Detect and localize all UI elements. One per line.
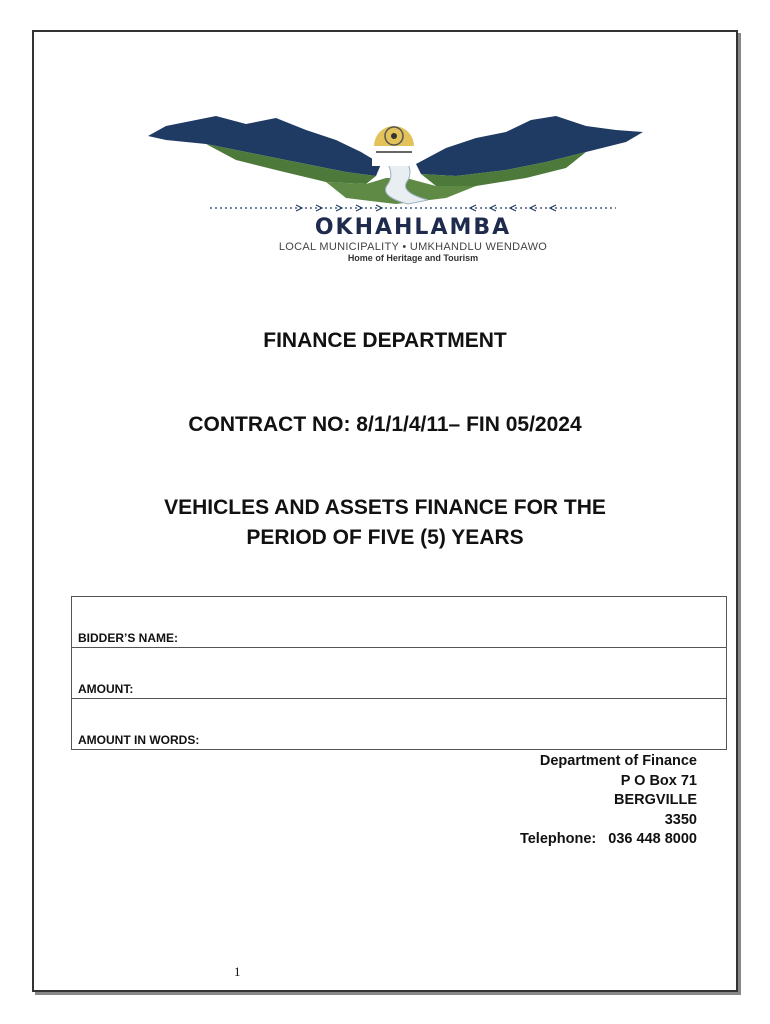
address-line-postcode: 3350 bbox=[664, 811, 697, 828]
arrow-divider bbox=[210, 205, 616, 211]
title-line-2: PERIOD OF FIVE (5) YEARS bbox=[246, 526, 524, 549]
logo-name: OKHAHLAMBA bbox=[314, 215, 512, 240]
contract-number: CONTRACT NO: 8/1/1/4/11– FIN 05/2024 bbox=[188, 413, 582, 436]
department-heading: FINANCE DEPARTMENT bbox=[263, 329, 507, 352]
landscape-emblem-icon bbox=[146, 112, 646, 212]
amount-label: AMOUNT: bbox=[78, 682, 134, 696]
amount-in-words-row[interactable] bbox=[72, 699, 726, 749]
bidder-details-table bbox=[71, 596, 727, 750]
address-line-telephone: Telephone: 036 448 8000 bbox=[519, 831, 697, 847]
bidder-name-label: BIDDER’S NAME: bbox=[78, 631, 179, 645]
address-line-box: P O Box 71 bbox=[620, 772, 697, 789]
logo-subtitle: LOCAL MUNICIPALITY • UMKHANDLU WENDAWO bbox=[278, 241, 548, 253]
amount-row[interactable] bbox=[72, 648, 726, 699]
address-line-department: Department of Finance bbox=[539, 753, 697, 769]
department-address bbox=[520, 752, 697, 850]
amount-in-words-label: AMOUNT IN WORDS: bbox=[78, 733, 200, 747]
bidder-name-row[interactable] bbox=[72, 597, 726, 648]
page-number: 1 bbox=[234, 964, 241, 979]
title-line-1: VEHICLES AND ASSETS FINANCE FOR THE bbox=[164, 496, 606, 519]
logo-tagline: Home of Heritage and Tourism bbox=[347, 253, 479, 263]
document-title bbox=[34, 493, 736, 553]
municipality-logo bbox=[146, 112, 646, 267]
address-line-town: BERGVILLE bbox=[614, 792, 697, 808]
